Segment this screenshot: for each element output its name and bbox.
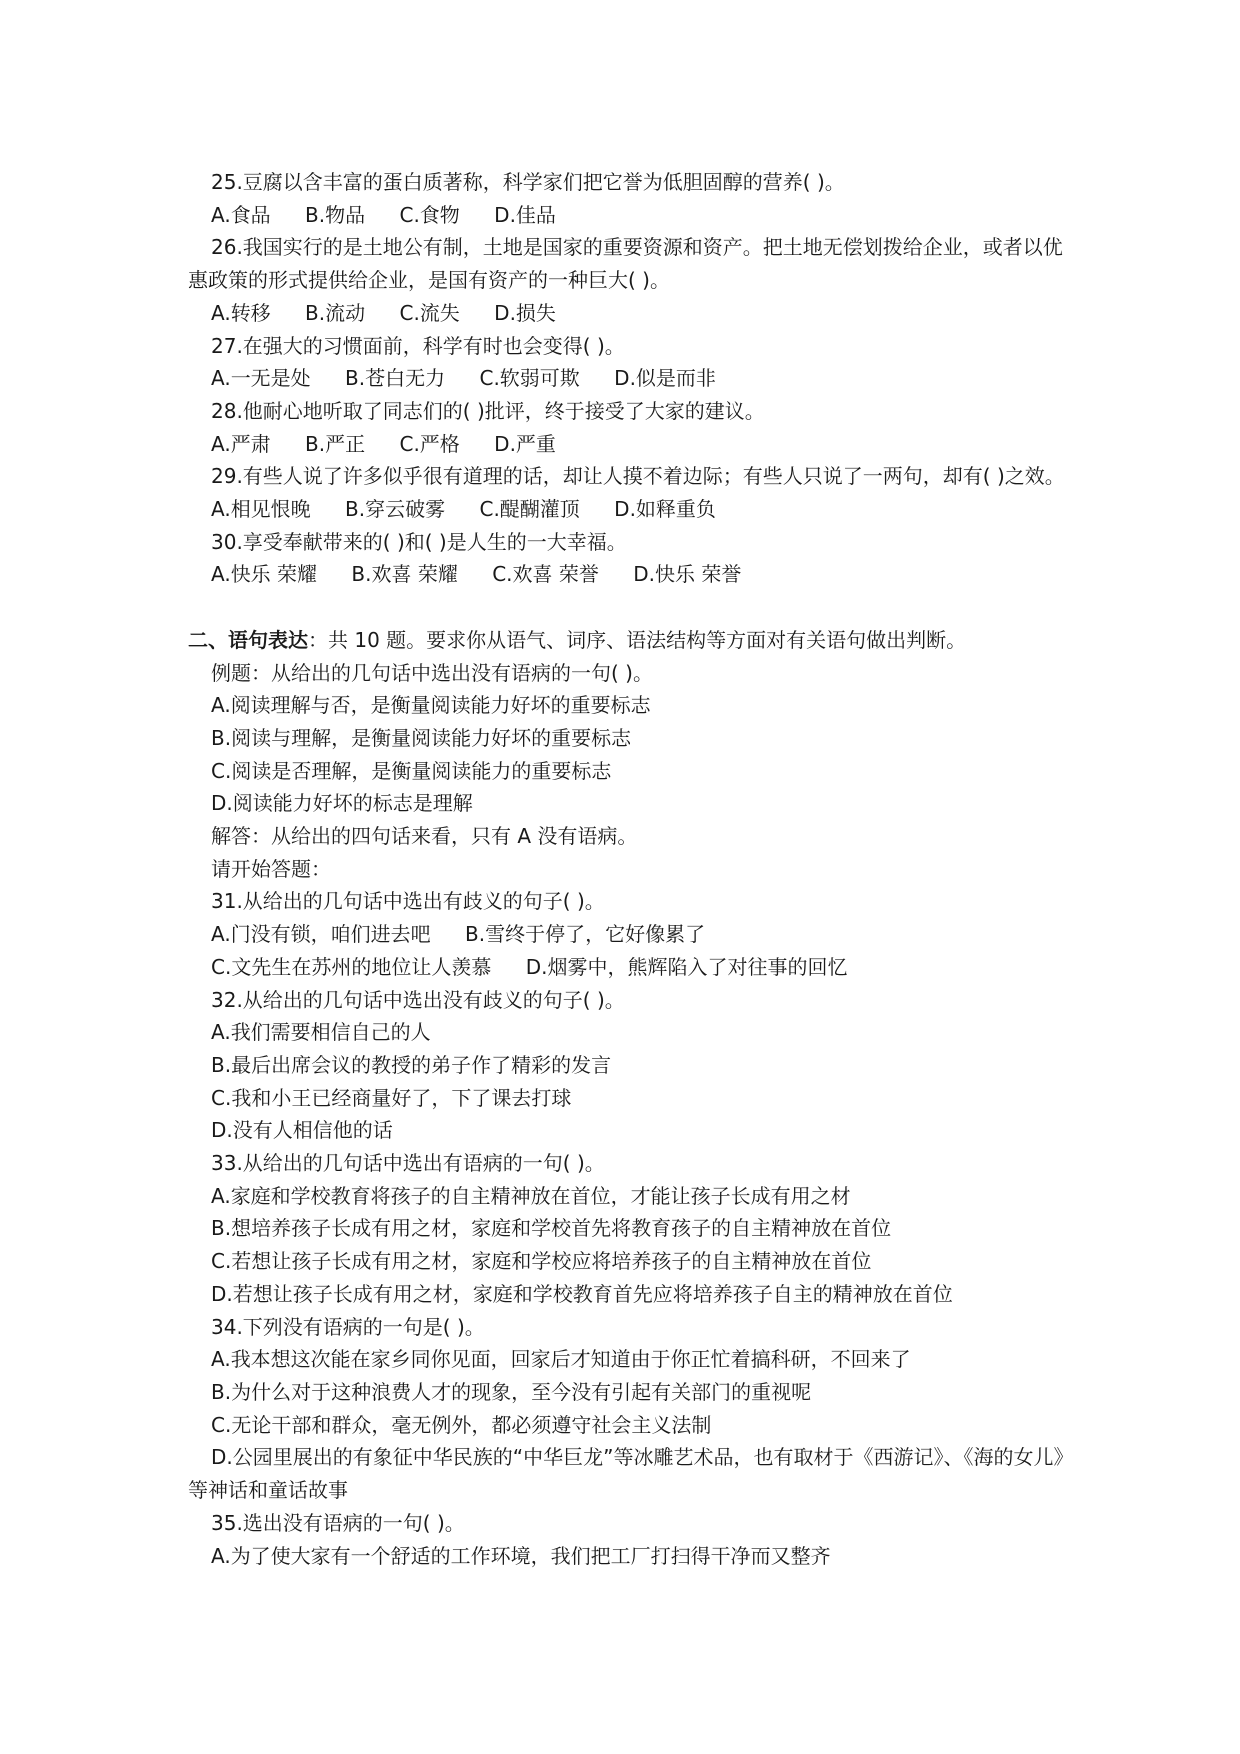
question-33-stem: 33.从给出的几句话中选出有语病的一句( )。 (211, 1151, 605, 1176)
question-33-option-c: C.若想让孩子长成有用之材，家庭和学校应将培养孩子的自主精神放在首位 (211, 1249, 872, 1274)
option-b: B.穿云破雾 (345, 497, 446, 522)
question-25-stem: 25.豆腐以含丰富的蛋白质著称，科学家们把它誉为低胆固醇的营养( )。 (211, 170, 845, 194)
question-31-options-row2 (188, 951, 1068, 984)
section-spacer (188, 591, 1068, 624)
question-33-option-b: B.想培养孩子长成有用之材，家庭和学校首先将教育孩子的自主精神放在首位 (211, 1216, 892, 1241)
option-c: C.醍醐灌顶 (479, 497, 580, 522)
option-b: B.苍白无力 (345, 366, 446, 391)
section-2-heading (188, 624, 1068, 657)
section-title: 二、语句表达 (188, 627, 308, 652)
example-option-d: D.阅读能力好坏的标志是理解 (211, 791, 473, 816)
option-d: D.佳品 (494, 202, 556, 227)
question-33-option-d: D.若想让孩子长成有用之材，家庭和学校教育首先应将培养孩子自主的精神放在首位 (211, 1281, 953, 1306)
option-b: B.雪终于停了，它好像累了 (465, 922, 706, 947)
question-31-stem: 31.从给出的几句话中选出有歧义的句子( )。 (211, 889, 605, 914)
question-34-option-d: D.公园里展出的有象征中华民族的“中华巨龙”等冰雕艺术品，也有取材于《西游记》、《海的女儿》等神话和童话故事 (188, 1445, 1064, 1503)
option-d: D.烟雾中，熊辉陷入了对往事的回忆 (525, 954, 848, 979)
example-option-a: A.阅读理解与否，是衡量阅读能力好坏的重要标志 (211, 693, 651, 718)
option-a: A.转移 (211, 300, 271, 325)
question-34-option-c: C.无论干部和群众，毫无例外，都必须遵守社会主义法制 (211, 1412, 712, 1437)
option-a: A.食品 (211, 202, 271, 227)
question-34-option-b: B.为什么对于这种浪费人才的现象，至今没有引起有关部门的重视呢 (211, 1380, 812, 1404)
question-25-options (188, 199, 1068, 232)
option-c: C.软弱可欺 (479, 366, 580, 391)
option-c: C.食物 (399, 202, 460, 227)
option-d: D.严重 (494, 431, 556, 456)
option-b: B.流动 (305, 300, 366, 325)
option-a: A.快乐 荣耀 (211, 562, 318, 587)
question-29-options (188, 493, 1068, 526)
question-26-stem: 26.我国实行的是土地公有制，土地是国家的重要资源和资产。把土地无偿划拨给企业，或者以优惠政策的形式提供给企业，是国有资产的一种巨大( )。 (188, 235, 1063, 293)
option-d: D.似是而非 (614, 366, 716, 391)
question-29-stem: 29.有些人说了许多似乎很有道理的话，却让人摸不着边际；有些人只说了一两句，却有( )之效。 (211, 464, 1065, 489)
question-32-option-d: D.没有人相信他的话 (211, 1118, 393, 1143)
question-30-stem: 30.享受奉献带来的( )和( )是人生的一大幸福。 (211, 529, 627, 554)
option-a: A.一无是处 (211, 366, 311, 391)
question-32-option-a: A.我们需要相信自己的人 (211, 1020, 431, 1045)
example-option-c: C.阅读是否理解，是衡量阅读能力的重要标志 (211, 758, 612, 783)
option-c: C.严格 (399, 431, 460, 456)
start-instruction: 请开始答题： (211, 856, 331, 881)
question-30-options (188, 558, 1068, 591)
question-28-stem: 28.他耐心地听取了同志们的( )批评，终于接受了大家的建议。 (211, 398, 765, 423)
question-34-stem: 34.下列没有语病的一句是( )。 (211, 1314, 485, 1339)
example-answer: 解答：从给出的四句话来看，只有 A 没有语病。 (211, 824, 638, 849)
document-page (188, 166, 1068, 1572)
option-d: D.如释重负 (614, 497, 716, 522)
question-27-stem: 27.在强大的习惯面前，科学有时也会变得( )。 (211, 333, 625, 358)
option-b: B.严正 (305, 431, 366, 456)
option-c: C.流失 (399, 300, 460, 325)
example-option-b: B.阅读与理解，是衡量阅读能力好坏的重要标志 (211, 725, 632, 750)
option-c: C.欢喜 荣誉 (492, 562, 599, 587)
option-c: C.文先生在苏州的地位让人羡慕 (211, 954, 492, 979)
question-35-option-a: A.为了使大家有一个舒适的工作环境，我们把工厂打扫得干净而又整齐 (211, 1543, 831, 1568)
question-28-options (188, 428, 1068, 461)
question-33-option-a: A.家庭和学校教育将孩子的自主精神放在首位，才能让孩子长成有用之材 (211, 1183, 851, 1208)
question-32-stem: 32.从给出的几句话中选出没有歧义的句子( )。 (211, 987, 625, 1012)
option-a: A.门没有锁，咱们进去吧 (211, 922, 431, 947)
question-27-options (188, 362, 1068, 395)
option-a: A.相见恨晚 (211, 497, 311, 522)
option-a: A.严肃 (211, 431, 271, 456)
question-35-stem: 35.选出没有语病的一句( )。 (211, 1510, 465, 1535)
question-26-options (188, 297, 1068, 330)
option-b: B.物品 (305, 202, 366, 227)
option-d: D.损失 (494, 300, 556, 325)
example-stem: 例题：从给出的几句话中选出没有语病的一句( )。 (211, 660, 653, 685)
question-32-option-b: B.最后出席会议的教授的弟子作了精彩的发言 (211, 1052, 612, 1077)
question-34-option-a: A.我本想这次能在家乡同你见面，回家后才知道由于你正忙着搞科研，不回来了 (211, 1347, 911, 1372)
section-intro: ：共 10 题。要求你从语气、词序、语法结构等方面对有关语句做出判断。 (308, 627, 967, 652)
question-32-option-c: C.我和小王已经商量好了，下了课去打球 (211, 1085, 572, 1110)
option-d: D.快乐 荣誉 (633, 562, 742, 587)
question-31-options-row1 (188, 918, 1068, 951)
option-b: B.欢喜 荣耀 (351, 562, 458, 587)
